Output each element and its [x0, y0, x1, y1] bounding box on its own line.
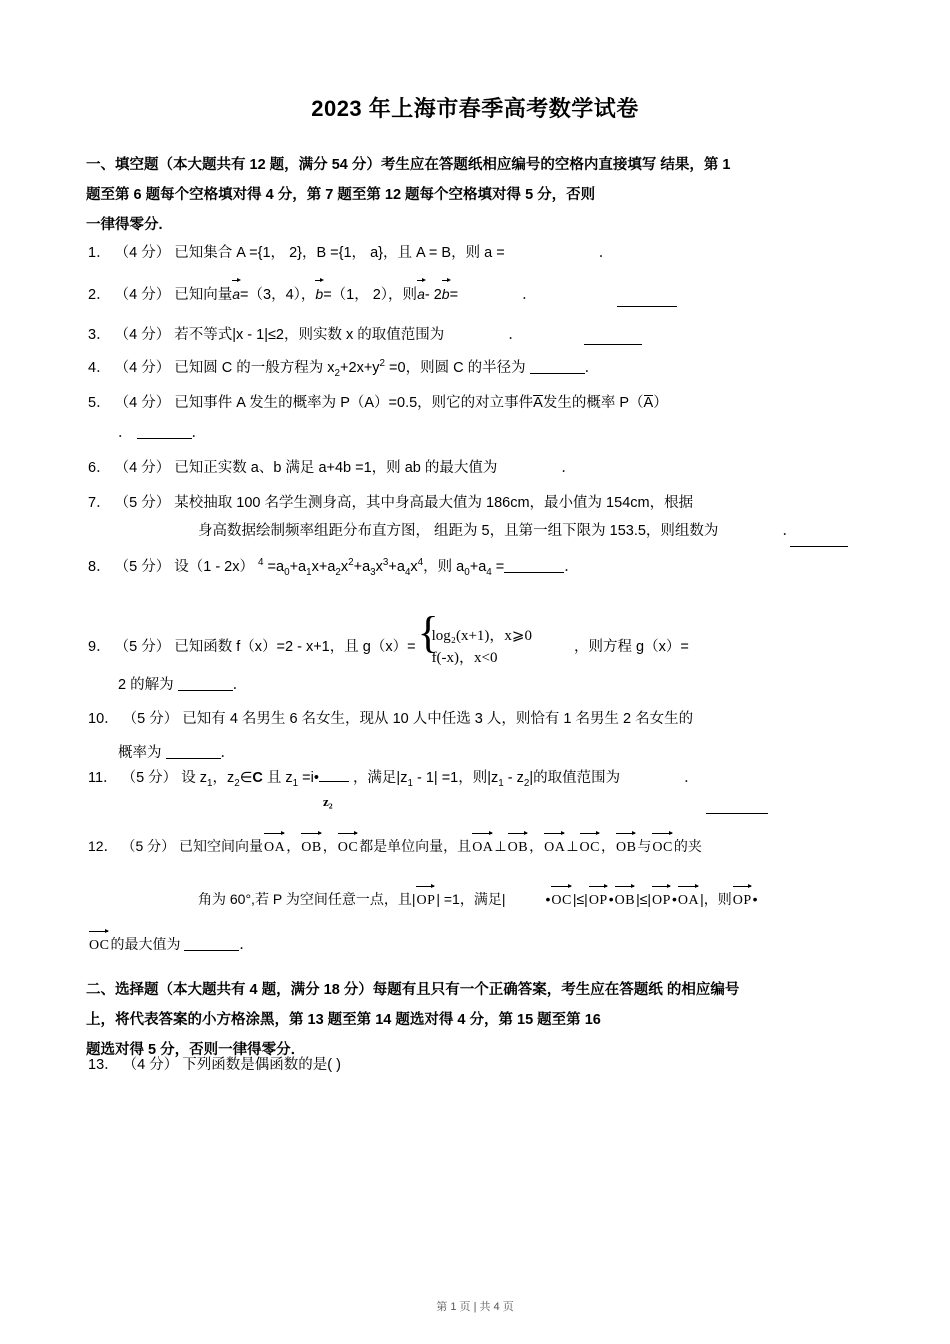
- question-9: [88, 608, 888, 669]
- question-13: [88, 1052, 888, 1078]
- question-4-body-mid: +2x+y: [340, 360, 380, 376]
- question-12-tail: ．: [239, 936, 254, 952]
- question-2-mid-1: =（3，4），: [240, 287, 316, 303]
- question-12-line-3: [88, 930, 888, 959]
- q12-l1h: 与: [637, 838, 652, 854]
- question-5-tail: ．: [191, 425, 207, 441]
- section-1-heading-line-1: 一、填空题（本大题共有 12 题，满分 54 分）考生应在答题纸相应编号的空格内直接填写 结果，第 1: [86, 157, 731, 173]
- question-5-line-1-mid: 发生的概率 P（: [542, 395, 644, 411]
- vector-ob2-icon: OB: [508, 832, 528, 861]
- section-2-heading-line-3: 题选对得 5 分，否则一律得零分．: [86, 1042, 306, 1058]
- question-9-number: 9．: [88, 638, 111, 655]
- vector-oc3-icon: OC: [652, 832, 672, 861]
- complement-a-icon: A: [533, 395, 543, 411]
- question-6-number: 6．: [88, 460, 111, 476]
- question-2-mid-2: =（1， 2），则: [323, 287, 418, 303]
- vector-oa-icon: OA: [264, 832, 285, 861]
- question-8-body-pre: 设（1 - 2x）: [174, 559, 254, 575]
- question-10-tail: ．: [220, 745, 236, 761]
- question-12: [88, 832, 888, 861]
- question-2-answer-blank[interactable]: [617, 306, 677, 307]
- q12-l1d: ⊥: [494, 838, 507, 854]
- question-2-points: （4 分）: [114, 287, 171, 303]
- question-7-number: 7．: [88, 495, 111, 511]
- question-4-sup-2: 2: [379, 358, 386, 370]
- question-9-line-1-post: ，则方程 g（x）=: [573, 638, 689, 655]
- question-5-line-1-post: ）: [653, 395, 668, 411]
- question-13-body: 下列函数是偶函数的是( ): [182, 1057, 341, 1073]
- question-1-tail: ．: [598, 245, 614, 261]
- vector-oa4-icon: OA: [678, 885, 699, 914]
- question-11-tail: ．: [684, 770, 699, 786]
- question-4-tail: ．: [584, 360, 600, 376]
- question-7: [88, 490, 888, 516]
- question-2-prefix: 已知向量: [174, 287, 233, 303]
- question-10: [88, 706, 888, 732]
- question-8-points: （5 分）: [114, 559, 171, 575]
- question-11-answer-blank[interactable]: [706, 813, 768, 814]
- question-5-answer-blank[interactable]: [137, 424, 192, 439]
- question-10-number: 10．: [88, 711, 119, 727]
- question-13-number: 13．: [88, 1057, 119, 1073]
- question-8-answer-blank[interactable]: [504, 558, 564, 573]
- complex-fraction: [319, 769, 353, 810]
- section-1-heading-line-3: 一律得零分.: [86, 217, 163, 233]
- question-1-body: 已知集合 A ={1， 2}，B ={1， a}，且 A = B，则 a =: [174, 245, 505, 261]
- vector-op3-icon: OP: [652, 885, 671, 914]
- question-12-line-1-pre: 已知空间向量: [179, 838, 264, 854]
- question-8-power: 4: [258, 557, 264, 569]
- vector-oc5-icon: OC: [89, 930, 109, 959]
- question-2-mid-3: - 2: [424, 287, 442, 303]
- q12-l2b: •: [545, 891, 551, 907]
- question-5-dot: ．: [118, 425, 133, 441]
- question-11-number: 11．: [88, 770, 118, 786]
- q12-l2h: •: [752, 891, 758, 907]
- question-4-body-post: =0，则圆 C 的半径为: [385, 360, 526, 376]
- question-8-number: 8．: [88, 559, 111, 575]
- piecewise-row-2: f(-x)，x<0: [431, 650, 498, 666]
- vector-oc-icon: OC: [338, 832, 358, 861]
- question-9-line-2: [88, 672, 918, 698]
- section-1-heading-line-2: 题至第 6 题每个空格填对得 4 分，第 7 题至第 12 题每个空格填对得 5 分，否则: [86, 187, 596, 203]
- q12-l2g: |，则: [700, 891, 732, 907]
- q12-l2d: •: [608, 891, 614, 907]
- question-1: [88, 240, 888, 266]
- q12-l2e: |≤|: [636, 891, 652, 907]
- question-5-number: 5．: [88, 395, 111, 411]
- question-5-line-1-pre: 已知事件 A 发生的概率为 P（A）=0.5，则它的对立事件: [174, 395, 534, 411]
- q12-l2-pre: 角为 60°,若 P 为空间任意一点，且|: [198, 891, 416, 907]
- vector-b-icon: b: [315, 278, 323, 307]
- q12-l2a: | =1，满足|: [436, 891, 506, 907]
- question-7-line-1: 某校抽取 100 名学生测身高，其中身高最大值为 186cm，最小值为 154cm，根据: [174, 495, 694, 511]
- vector-oa2-icon: OA: [472, 832, 493, 861]
- vector-ob4-icon: OB: [615, 885, 635, 914]
- question-4: [88, 355, 888, 381]
- section-2-heading-line-1: 二、选择题（本大题共有 4 题，满分 18 分）每题有且只有一个正确答案，考生应在答题纸 的相应编号: [86, 982, 740, 998]
- question-2-tail: ．: [522, 287, 537, 303]
- question-8-expression: $=a_0+a_1x+a_2x^2+a_3x^3+a_4x^4$，则 $a_0+a_4$ =: [267, 557, 505, 578]
- q12-l1c: 都是单位向量，且: [359, 838, 472, 854]
- question-4-answer-blank[interactable]: [530, 359, 585, 374]
- q12-l3-post: 的最大值为: [110, 936, 181, 952]
- section-1-heading: [86, 150, 876, 240]
- vector-a-icon: a: [232, 278, 240, 307]
- question-10-points: （5 分）: [122, 711, 179, 727]
- question-12-number: 12．: [88, 838, 118, 854]
- question-8: [88, 554, 888, 580]
- piecewise-row-1: log₂(x+1)，x⩾0: [431, 628, 532, 644]
- vector-oc2-icon: OC: [580, 832, 600, 861]
- q12-l1b: ，: [322, 838, 337, 854]
- question-10-line-1: 已知有 4 名男生 6 名女生，现从 10 人中任选 3 人，则恰有 1 名男生 2 名女生的: [182, 711, 694, 727]
- question-6-body: 已知正实数 a、b 满足 a+4b =1，则 ab 的最大值为: [174, 460, 498, 476]
- question-10-answer-blank[interactable]: [166, 744, 221, 759]
- question-7-line-2-text: 身高数据绘制频率组距分布直方图， 组距为 5，且第一组下限为 153.5，则组数为: [198, 523, 719, 539]
- vector-op2-icon: OP: [589, 885, 608, 914]
- question-8-tail: ．: [564, 559, 579, 575]
- piecewise-function: [417, 608, 532, 669]
- question-11-points: （5 分）: [121, 770, 178, 786]
- vector-ob-icon: OB: [301, 832, 321, 861]
- question-4-sup-1: 2: [334, 367, 341, 379]
- question-3-number: 3．: [88, 327, 111, 343]
- question-12-line-2: [88, 885, 950, 914]
- question-5-line-2: [88, 420, 918, 446]
- question-9-answer-blank[interactable]: [178, 676, 233, 691]
- question-2-number: 2．: [88, 287, 111, 303]
- question-3-tail: ．: [508, 327, 523, 343]
- q12-l1i: 的夹: [673, 838, 702, 854]
- question-12-answer-blank[interactable]: [184, 937, 239, 951]
- question-9-tail: ．: [232, 677, 248, 693]
- fraction-denominator: z₂: [322, 794, 333, 810]
- complement-a2-icon: A: [643, 395, 654, 411]
- vector-oa3-icon: OA: [544, 832, 565, 861]
- vector-oc4-icon: OC: [551, 885, 571, 914]
- question-7-points: （5 分）: [114, 495, 171, 511]
- question-2: [88, 278, 888, 308]
- vector-a2-icon: a: [417, 278, 425, 307]
- question-3-answer-blank[interactable]: [584, 344, 642, 345]
- q12-l1g: ，: [600, 838, 615, 854]
- question-12-points: （5 分）: [121, 838, 176, 854]
- question-5: [88, 390, 888, 416]
- question-13-points: （4 分）: [122, 1057, 179, 1073]
- question-11-body: 设 $z_1$，$z_2\in C$ 且 $z_1$ =i•: [181, 770, 319, 789]
- q12-l1f: ⊥: [566, 838, 579, 854]
- left-brace-icon: {: [417, 608, 439, 657]
- question-2-suffix: =: [449, 287, 459, 303]
- question-4-body-pre: 已知圆 C 的一般方程为 x: [174, 360, 335, 376]
- question-10-line-2: [88, 740, 918, 766]
- question-5-points: （4 分）: [114, 395, 171, 411]
- question-6-tail: ．: [561, 460, 576, 476]
- vector-b2-icon: b: [442, 278, 450, 307]
- vector-op4-icon: OP: [733, 885, 752, 914]
- question-7-tail: ．: [782, 523, 797, 539]
- vector-op-icon: OP: [416, 885, 435, 914]
- question-3-body: 若不等式|x - 1|≤2，则实数 x 的取值范围为: [174, 327, 445, 343]
- question-11-body-2: ，满足$|z_1 - 1| =1$，则$|z_1 - z_2|$的取值范围为: [352, 770, 621, 789]
- q12-l1a: ，: [286, 838, 301, 854]
- question-4-number: 4．: [88, 360, 111, 376]
- question-3-points: （4 分）: [114, 327, 171, 343]
- question-1-number: 1．: [88, 245, 111, 261]
- question-6-points: （4 分）: [114, 460, 171, 476]
- question-9-points: （5 分）: [114, 638, 171, 655]
- question-9-line-1-pre: 已知函数 f（x）=2 - x+1，且 g（x）=: [174, 638, 416, 655]
- page-title: 2023 年上海市春季高考数学试卷: [311, 96, 639, 121]
- question-7-line-2: [88, 518, 950, 544]
- question-10-line-2-text: 概率为: [118, 745, 162, 761]
- fraction-bar: [319, 769, 349, 782]
- question-6: [88, 455, 888, 481]
- question-3: [88, 322, 888, 348]
- question-11: [88, 765, 888, 810]
- question-1-points: （4 分）: [114, 245, 171, 261]
- question-4-points: （4 分）: [114, 360, 171, 376]
- q12-l1e: ，: [529, 838, 544, 854]
- question-7-answer-blank[interactable]: [790, 546, 848, 547]
- q12-l2c: |≤|: [572, 891, 588, 907]
- section-2-heading-line-2: 上，将代表答案的小方格涂黑，第 13 题至第 14 题选对得 4 分，第 15 题至第 16: [86, 1012, 601, 1028]
- question-9-line-2-text: 2 的解为: [118, 677, 174, 693]
- page-footer: 第 1 页 | 共 4 页: [436, 1301, 514, 1313]
- vector-ob3-icon: OB: [616, 832, 636, 861]
- q12-l2f: •: [671, 891, 677, 907]
